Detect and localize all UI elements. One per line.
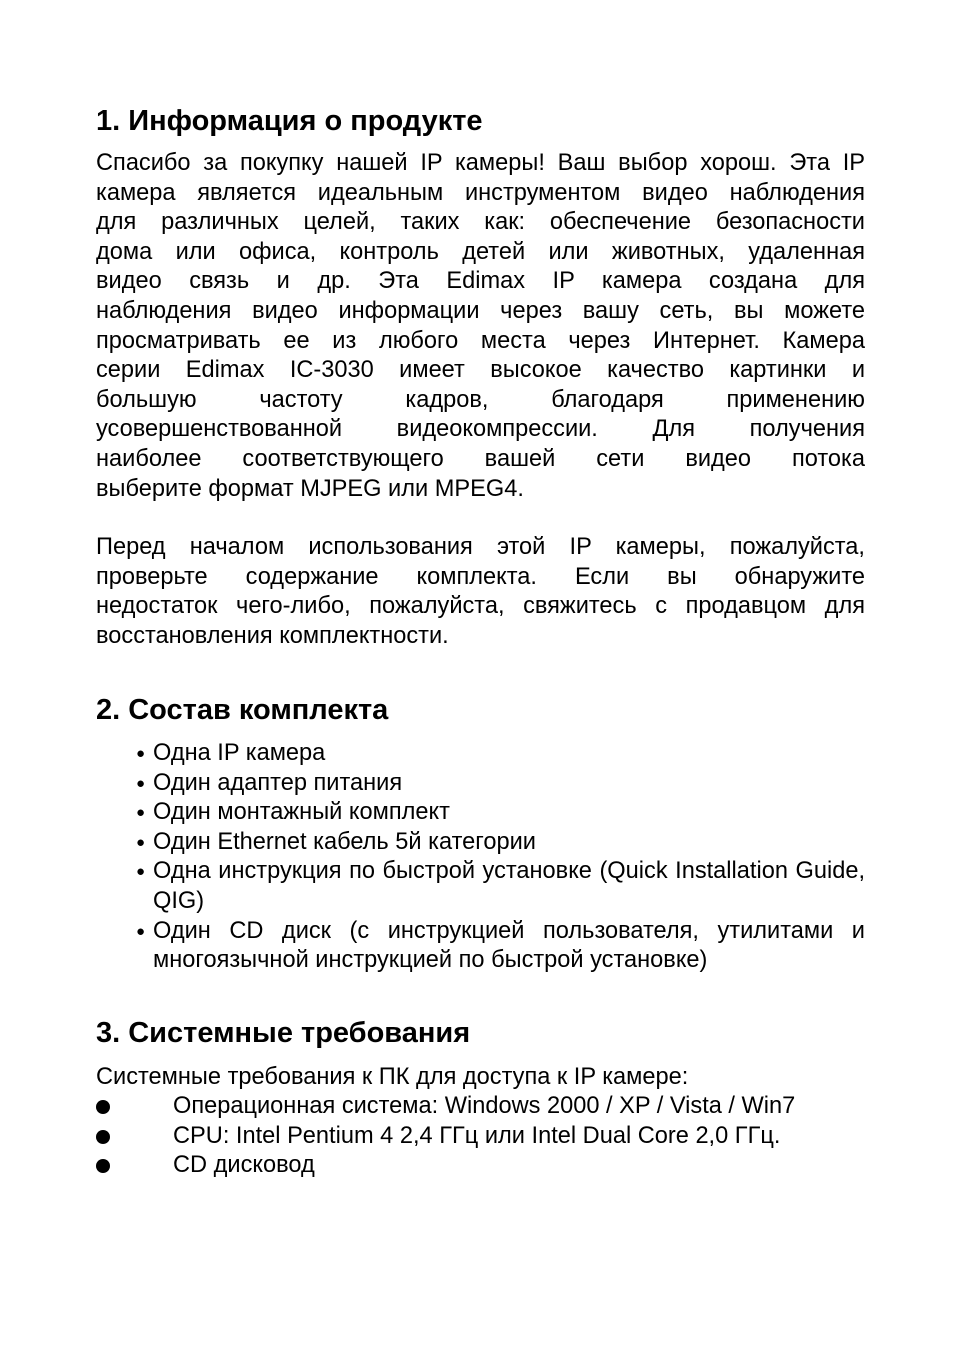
text-line: недостаток чего-либо, пожалуйста, свяжитесь с продавцом для bbox=[96, 593, 865, 620]
text-line: Спасибо за покупку нашей IP камеры! Ваш выбор хорош. Эта IP bbox=[96, 150, 865, 176]
text-line: для различных целей, таких как: обеспечение безопасности bbox=[96, 209, 865, 236]
list-item bbox=[96, 1092, 865, 1122]
text-line: дома или офиса, контроль детей или животных, удаленная bbox=[96, 238, 865, 265]
section-title-system-requirements: 3. Системные требования bbox=[96, 1017, 471, 1049]
section-title-product-info: 1. Информация о продукте bbox=[96, 105, 483, 137]
list-item-text: Один монтажный комплект bbox=[153, 799, 450, 826]
text-line: серии Edimax IC-3030 имеет высокое качество картинки и bbox=[96, 357, 865, 384]
system-requirements-intro bbox=[96, 1063, 865, 1093]
section-title-package-contents: 2. Состав комплекта bbox=[96, 694, 389, 726]
list-item-text: Один адаптер питания bbox=[153, 769, 403, 796]
system-requirements-list bbox=[96, 1092, 865, 1181]
text-line: камера является идеальным инструментом видео наблюдения bbox=[96, 179, 865, 206]
list-item bbox=[136, 857, 865, 916]
list-item bbox=[136, 769, 865, 799]
list-item-text: Одна инструкция по быстрой установке (Quick Installation Guide, QIG) bbox=[153, 858, 865, 914]
list-item-text: Один CD диск (с инструкцией пользователя, утилитами и многоязычной инструкцией по быстрой установке) bbox=[153, 917, 865, 974]
list-item bbox=[136, 739, 865, 769]
bullet-icon bbox=[96, 1159, 110, 1173]
package-contents-list bbox=[136, 739, 865, 976]
package-check-paragraph bbox=[96, 533, 865, 651]
list-item bbox=[136, 828, 865, 858]
bullet-icon: ● bbox=[136, 804, 146, 822]
list-item-text: Операционная система: Windows 2000 / XP / Vista / Win7 bbox=[173, 1093, 796, 1119]
list-item-text: Один Ethernet кабель 5й категории bbox=[153, 828, 536, 855]
bullet-icon: ● bbox=[136, 745, 146, 762]
bullet-icon: ● bbox=[136, 833, 146, 851]
list-item-text: CD дисковод bbox=[173, 1152, 315, 1179]
list-item-text: Одна IP камера bbox=[153, 740, 326, 766]
text-line: Системные требования к ПК для доступа к IP камере: bbox=[96, 1064, 689, 1090]
text-line: большую частоту кадров, благодаря применению bbox=[96, 386, 865, 413]
bullet-icon bbox=[96, 1130, 110, 1144]
bullet-icon: ● bbox=[136, 922, 146, 940]
product-info-paragraph bbox=[96, 149, 865, 504]
list-item-text: CPU: Intel Pentium 4 2,4 ГГц или Intel Dual Core 2,0 ГГц. bbox=[173, 1122, 781, 1149]
text-line: восстановления комплектности. bbox=[96, 622, 449, 649]
text-line: выберите формат MJPEG или MPEG4. bbox=[96, 475, 524, 502]
bullet-icon: ● bbox=[136, 774, 146, 792]
text-line: Перед началом использования этой IP камеры, пожалуйста, bbox=[96, 534, 865, 560]
list-item bbox=[96, 1122, 865, 1152]
list-item bbox=[96, 1151, 865, 1181]
text-line: наблюдения видео информации через вашу сеть, вы можете bbox=[96, 297, 865, 324]
bullet-icon: ● bbox=[136, 863, 146, 881]
text-line: усовершенствованной видеокомпрессии. Для получения bbox=[96, 416, 865, 443]
text-line: видео связь и др. Эта Edimax IP камера создана для bbox=[96, 268, 865, 295]
text-line: наиболее соответствующего вашей сети видео потока bbox=[96, 445, 865, 472]
list-item bbox=[136, 798, 865, 828]
list-item bbox=[136, 917, 865, 976]
bullet-icon bbox=[96, 1100, 110, 1114]
text-line: просматривать ее из любого места через Интернет. Камера bbox=[96, 327, 865, 354]
text-line: проверьте содержание комплекта. Если вы обнаружите bbox=[96, 563, 865, 590]
